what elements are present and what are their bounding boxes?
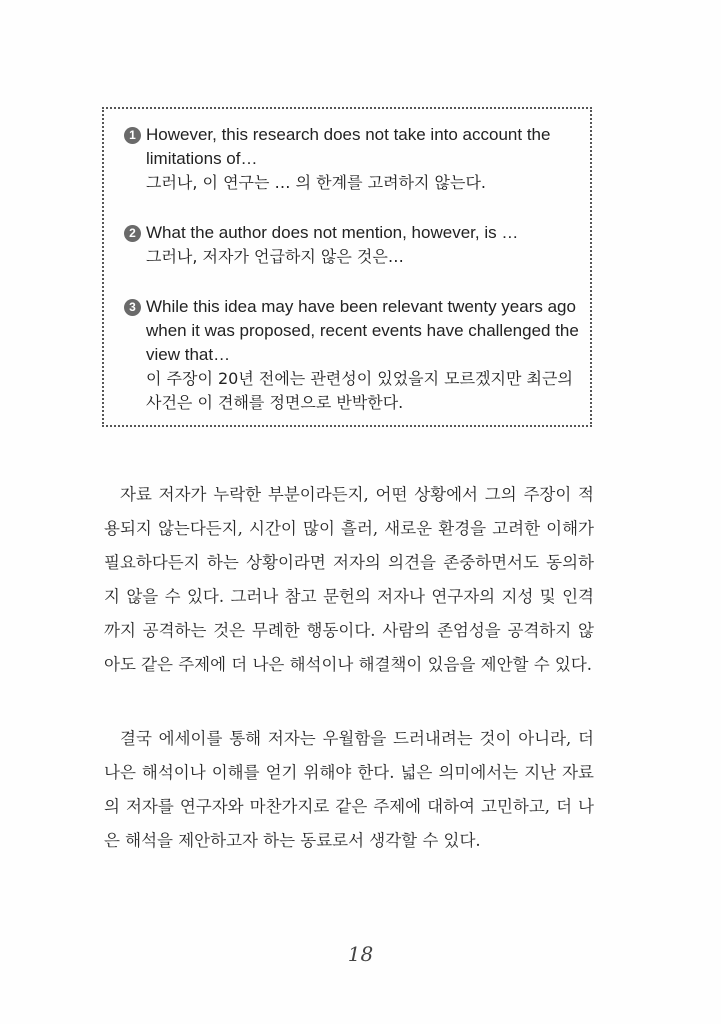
number-3-icon: 3: [124, 299, 141, 316]
body-paragraph: 결국 에세이를 통해 저자는 우월함을 드러내려는 것이 아니라, 더 나은 해석이나 이해를 얻기 위해야 한다. 넓은 의미에서는 지난 자료의 저자를 연구자와 마찬가지로 같은 주제에 대하여 고민하고, 더 나은 해석을 제안하고자 하는 동료로서 생각할 수 있다.: [104, 729, 594, 850]
page-number: 18: [347, 942, 374, 966]
phrase-item: [124, 123, 584, 195]
number-2-icon: 2: [124, 225, 141, 242]
phrase-english-text: What the author does not mention, however, is …: [146, 223, 519, 242]
phrase-english: [124, 123, 584, 171]
example-phrases-box: [102, 107, 592, 427]
phrase-english-text: While this idea may have been relevant twenty years ago when it was proposed, recent events have challenged the view that…: [146, 297, 579, 364]
phrase-korean: 그러나, 이 연구는 … 의 한계를 고려하지 않는다.: [146, 173, 486, 192]
number-1-icon: 1: [124, 127, 141, 144]
phrase-item: [124, 295, 584, 415]
phrase-english: [124, 221, 584, 245]
phrase-english-text: However, this research does not take into account the limitations of…: [146, 125, 551, 168]
phrase-item: [124, 221, 584, 269]
phrase-english: [124, 295, 584, 367]
phrase-korean: 그러나, 저자가 언급하지 않은 것은…: [146, 247, 404, 266]
phrase-korean: 이 주장이 20년 전에는 관련성이 있었을지 모르겠지만 최근의 사건은 이 견해를 정면으로 반박한다.: [146, 369, 573, 412]
body-paragraph: 자료 저자가 누락한 부분이라든지, 어떤 상황에서 그의 주장이 적용되지 않는다든지, 시간이 많이 흘러, 새로운 환경을 고려한 이해가 필요하다든지 하는 상황이라면 저자의 의견을 존중하면서도 동의하지 않을 수 있다. 그러나 참고 문헌의 저자나 연구자의 지성 및 인격까지 공격하는 것은 무례한 행동이다. 사람의 존엄성을 공격하지 않아도 같은 주제에 더 나은 해석이나 해결책이 있음을 제안할 수 있다.: [104, 485, 594, 674]
